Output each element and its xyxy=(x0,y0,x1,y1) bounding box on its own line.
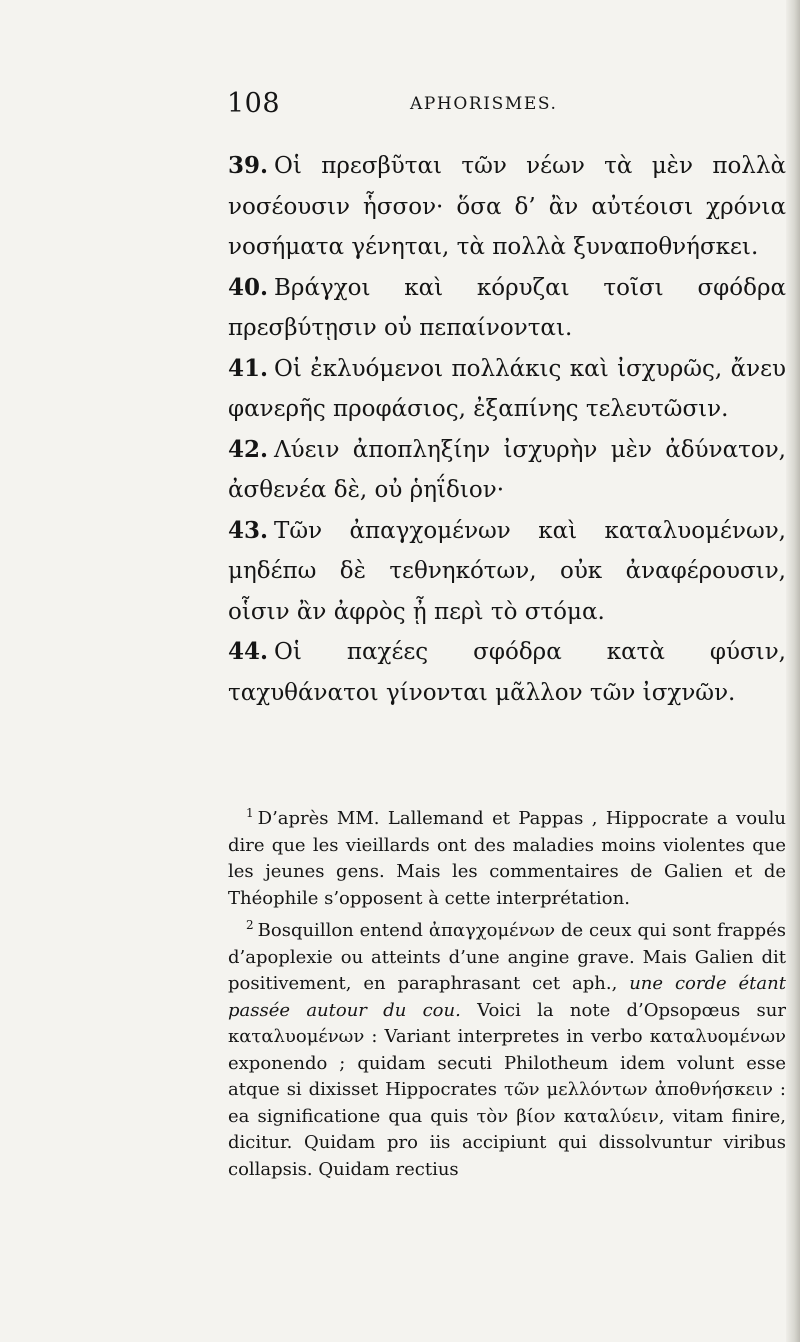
aphorism-43 xyxy=(228,511,786,633)
footnote-mark: 2 xyxy=(246,918,254,932)
aphorism-text: Οἱ πρεσβῦται τῶν νέων τὰ μὲν πολλὰ νοσέουσιν ἧσσον· ὅσα δ’ ἂν αὐτέοισι χρόνια νοσήματα γένηται, τὰ πολλὰ ξυναποθνήσκει. xyxy=(228,153,786,260)
running-head: APHORISMES. xyxy=(410,94,558,114)
footnote-text: Bosquillon entend ἀπαγχομένων de ceux qui sont frappés d’apoplexie ou atteints d’une angine grave. Mais Galien dit positivement, en paraphrasant cet aph., xyxy=(228,920,786,994)
page-edge-shadow xyxy=(786,0,800,1342)
footnote-mark: 1 xyxy=(246,806,254,820)
aphorism-text: Οἱ παχέες σφόδρα κατὰ φύσιν, ταχυθάνατοι γίνονται μᾶλλον τῶν ἰσχνῶν. xyxy=(228,639,786,706)
aphorism-text: Οἱ ἐκλυόμενοι πολλάκις καὶ ἰσχυρῶς, ἄνευ φανερῆς προφάσιος, ἐξαπίνης τελευτῶσιν. xyxy=(228,355,786,422)
footnote-2 xyxy=(228,912,786,1183)
aphorism-44 xyxy=(228,632,786,713)
aphorism-number: 43. xyxy=(228,516,269,544)
footnotes xyxy=(228,800,786,1183)
page-header xyxy=(0,88,800,128)
aphorism-text: Λύειν ἀποπληξίην ἰσχυρὴν μὲν ἀδύνατον, ἀσθενέα δὲ, οὐ ῥηΐδιον· xyxy=(228,436,786,503)
page-number: 108 xyxy=(227,88,281,119)
footnote-italic-quote: une corde étant passée autour du cou. xyxy=(228,973,786,1021)
aphorism-text: Βράγχοι καὶ κόρυζαι τοῖσι σφόδρα πρεσβύτῃσιν οὐ πεπαίνονται. xyxy=(228,274,786,341)
footnote-text: D’après MM. Lallemand et Pappas , Hippocrate a voulu dire que les vieillards ont des maladies moins violentes que les jeunes gens. Mais les commentaires de Galien et de Théophile s’opposent à cette interprétation. xyxy=(228,808,786,909)
aphorism-list xyxy=(228,146,786,713)
footnote-1 xyxy=(228,800,786,912)
aphorism-number: 39. xyxy=(228,152,269,179)
aphorism-text: Τῶν ἀπαγχομένων καὶ καταλυομένων, μηδέπω δὲ τεθνηκότων, οὐκ ἀναφέρουσιν, οἷσιν ἂν ἀφρὸς ᾖ περὶ τὸ στόμα. xyxy=(228,517,786,625)
aphorism-39 xyxy=(228,146,786,268)
aphorism-number: 44. xyxy=(228,638,269,665)
aphorism-41 xyxy=(228,349,786,430)
aphorism-40 xyxy=(228,268,786,349)
aphorism-42 xyxy=(228,430,786,511)
aphorism-number: 40. xyxy=(228,273,269,301)
footnote-text-continued: Voici la note d’Opsopœus sur καταλυομένων : Variant interpretes in verbo καταλυομένων exponendo ; quidam secuti Philotheum idem volunt esse atque si dixisset Hippocrates τῶν μελλόντων ἀποθνήσκειν : ea significatione qua quis τὸν βίον καταλύειν, vitam finire, dicitur. Quidam pro iis accipiunt qui dissolvuntur viribus collapsis. Quidam rectius xyxy=(228,999,786,1180)
aphorism-number: 41. xyxy=(228,354,269,382)
aphorism-number: 42. xyxy=(228,435,269,463)
